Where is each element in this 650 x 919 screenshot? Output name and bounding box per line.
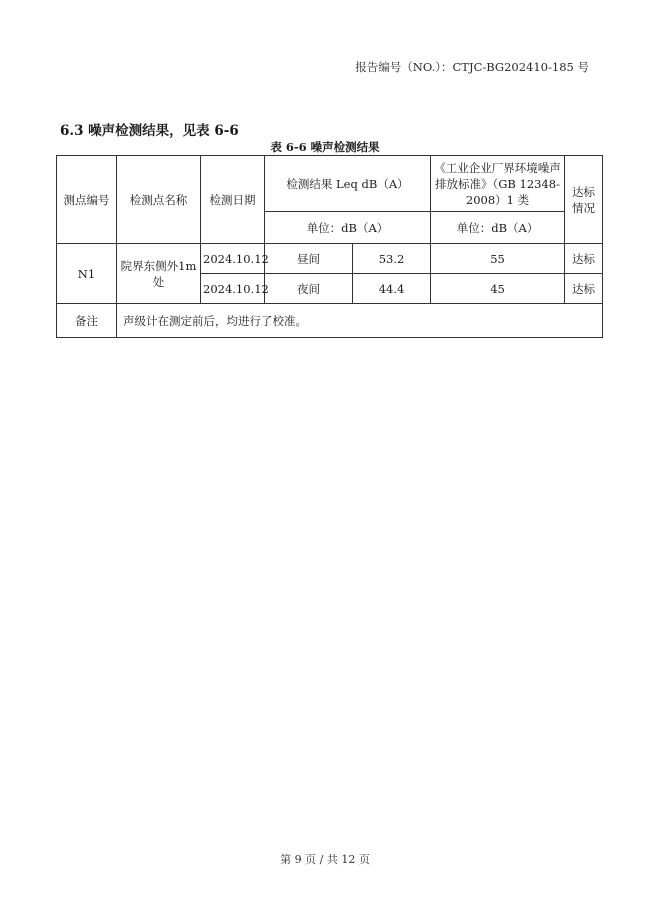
note-label: 备注: [57, 304, 117, 338]
table-row: [57, 244, 603, 274]
header-standard: 《工业企业厂界环境噪声排放标准》（GB 12348-2008）1 类: [431, 156, 565, 212]
header-result: 检测结果 Leq dB（A）: [265, 156, 431, 212]
value-cell: 53.2: [353, 244, 431, 274]
limit-cell: 55: [431, 244, 565, 274]
header-date: 检测日期: [201, 156, 265, 244]
unit-result: 单位：dB（A）: [265, 212, 431, 244]
unit-standard: 单位：dB（A）: [431, 212, 565, 244]
date-cell: 2024.10.12: [201, 274, 265, 304]
page-footer: 第 9 页 / 共 12 页: [280, 853, 370, 866]
noise-result-table: [56, 155, 603, 338]
header-point-name: 检测点名称: [117, 156, 201, 244]
limit-cell: 45: [431, 274, 565, 304]
period-cell: 夜间: [265, 274, 353, 304]
report-number: 报告编号（NO.）：CTJC-BG202410-185 号: [355, 60, 589, 74]
point-no-cell: N1: [57, 244, 117, 304]
header-point-no: 测点编号: [57, 156, 117, 244]
point-name-cell: 院界东侧外1m 处: [117, 244, 201, 304]
table-caption: 表 6-6 噪声检测结果: [270, 140, 380, 154]
date-cell: 2024.10.12: [201, 244, 265, 274]
header-status: 达标情况: [565, 156, 603, 244]
note-row: [57, 304, 603, 338]
note-text: 声级计在测定前后，均进行了校准。: [117, 304, 603, 338]
period-cell: 昼间: [265, 244, 353, 274]
status-cell: 达标: [565, 274, 603, 304]
value-cell: 44.4: [353, 274, 431, 304]
section-title: 6.3 噪声检测结果，见表 6-6: [60, 123, 239, 139]
status-cell: 达标: [565, 244, 603, 274]
